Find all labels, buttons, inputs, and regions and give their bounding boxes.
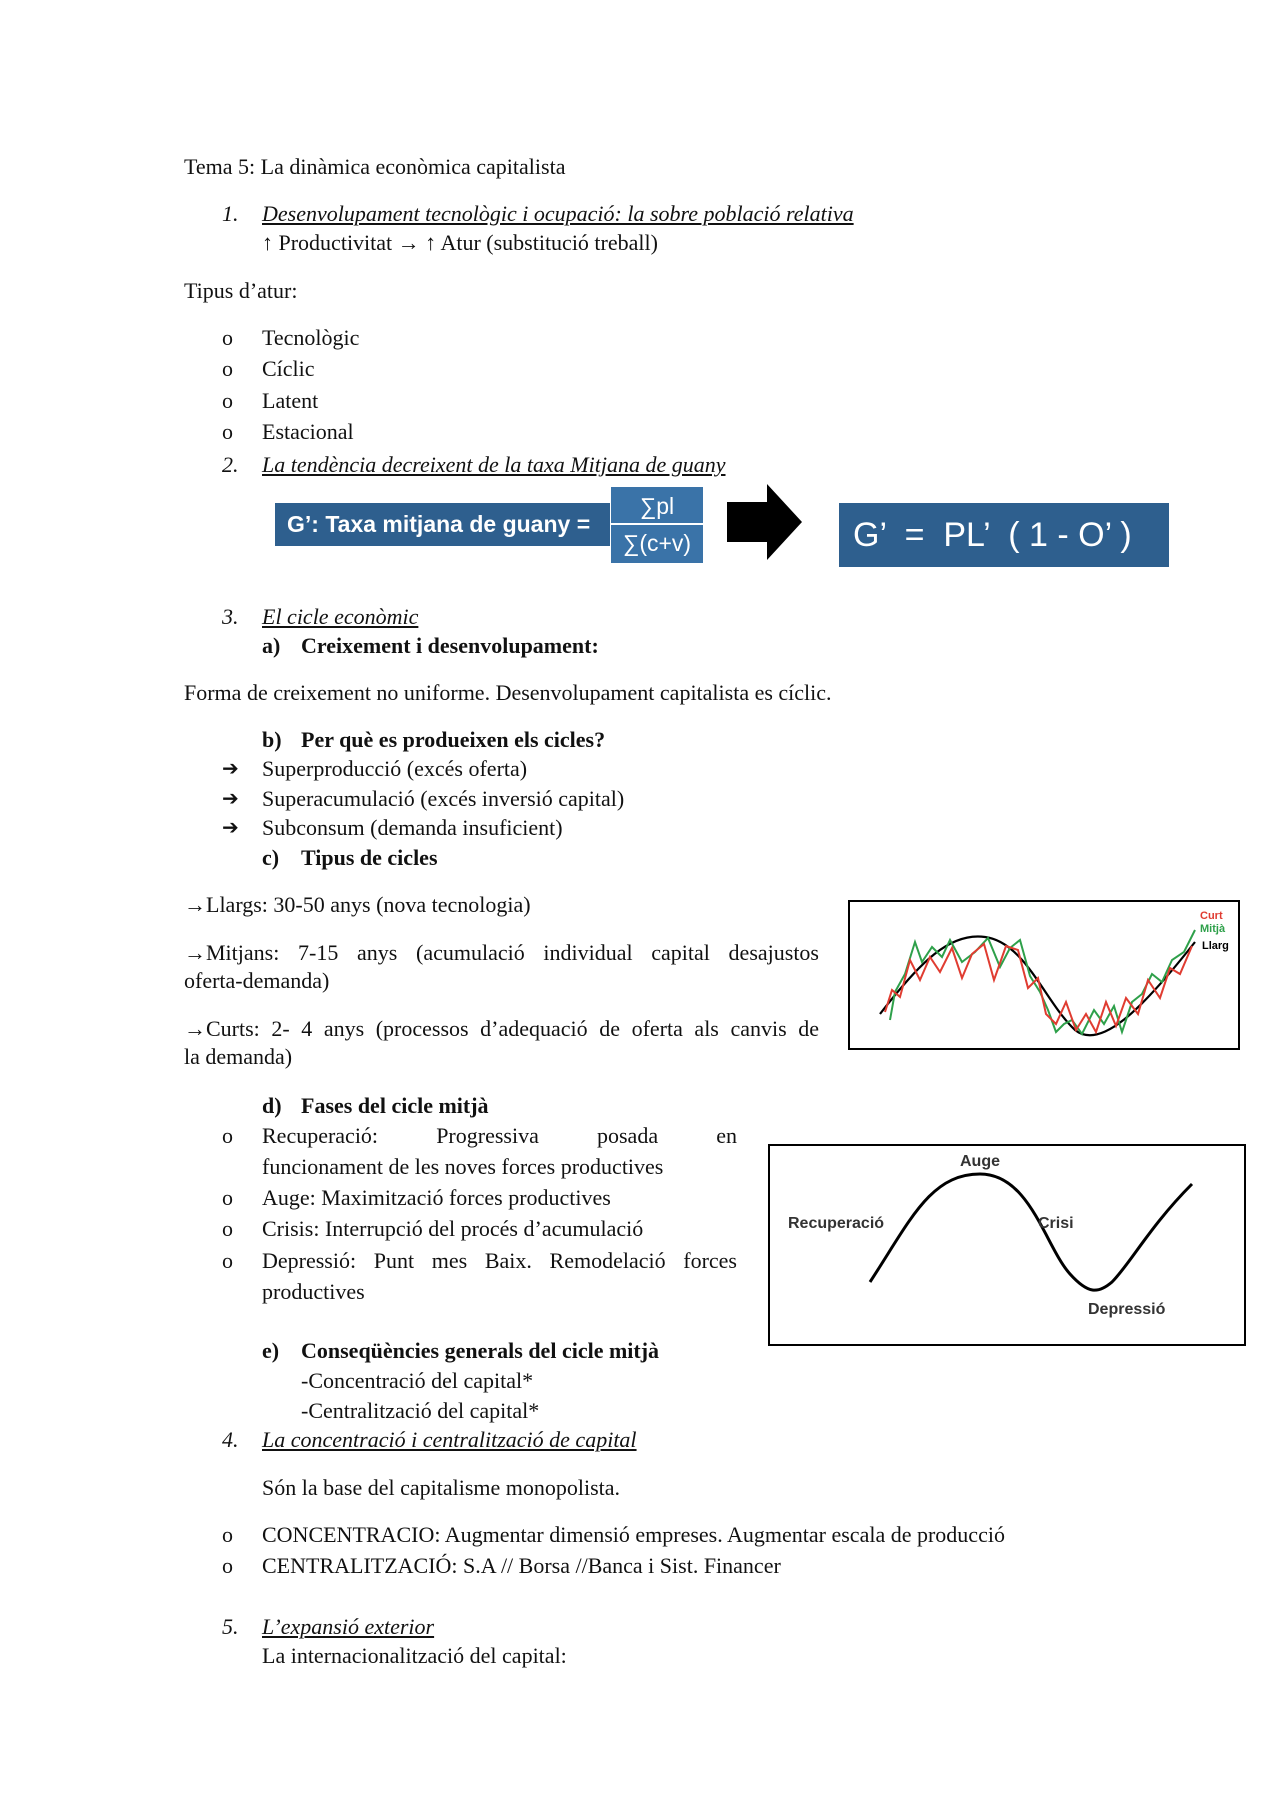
formula-result-text: G’ = PL’ ( 1 - O’ ) [853, 516, 1132, 554]
section-heading: La tendència decreixent de la taxa Mitjana de guany [262, 452, 726, 477]
phase-curve [870, 1174, 1192, 1290]
sub-label: c) [262, 845, 280, 870]
body-line: →Curts: 2- 4 anys (processos d’adequació de oferta als canvis de [184, 1016, 819, 1041]
section-number: 5. [222, 1614, 239, 1639]
sub-heading: Conseqüències generals del cicle mitjà [301, 1338, 660, 1363]
body-line: oferta-demanda) [184, 968, 330, 993]
list-item: Superproducció (excés oferta) [262, 756, 528, 781]
arrow-bullet-icon: ➔ [222, 788, 239, 810]
bullet: o [222, 1185, 233, 1210]
list-item: Tecnològic [262, 325, 360, 350]
bullet: o [222, 325, 233, 350]
sub-heading: Per què es produeixen els cicles? [301, 727, 606, 752]
list-item: Estacional [262, 419, 354, 444]
section-heading: Desenvolupament tecnològic i ocupació: la sobre població relativa [262, 201, 854, 226]
bullet: o [222, 419, 233, 444]
legend-curt: Curt [1200, 910, 1223, 922]
list-item: CENTRALITZACIÓ: S.A // Borsa //Banca i Sist. Financer [262, 1553, 781, 1578]
bullet: o [222, 388, 233, 413]
arrow-bullet-icon: ➔ [222, 758, 239, 780]
sub-heading: Tipus de cicles [301, 845, 438, 870]
bullet: o [222, 356, 233, 381]
section-heading: El cicle econòmic [262, 604, 419, 629]
page-title: Tema 5: La dinàmica econòmica capitalista [184, 154, 566, 179]
label-depressio: Depressió [1088, 1301, 1166, 1318]
list-item: Crisis: Interrupció del procés d’acumulació [262, 1216, 644, 1241]
phases-figure [768, 1144, 1246, 1346]
list-item: CONCENTRACIO: Augmentar dimensió empreses. Augmentar escala de producció [262, 1522, 1005, 1547]
list-item: Latent [262, 388, 319, 413]
list-item: Recuperació: Progressiva posada en [262, 1123, 737, 1148]
sub-label: d) [262, 1093, 282, 1118]
body-line: →Llargs: 30-50 anys (nova tecnologia) [184, 892, 531, 917]
sub-heading: Creixement i desenvolupament: [301, 633, 599, 658]
list-item: Cíclic [262, 356, 315, 381]
label-crisi: Crisi [1038, 1215, 1074, 1232]
sub-label: a) [262, 633, 281, 658]
formula-box [275, 503, 610, 546]
list-item: -Centralització del capital* [301, 1398, 540, 1423]
body-line: ↑ Productivitat → ↑ Atur (substitució treball) [262, 230, 658, 255]
formula-result [839, 503, 1169, 567]
bullet: o [222, 1522, 233, 1547]
section-heading: L’expansió exterior [262, 1614, 435, 1639]
bullet: o [222, 1553, 233, 1578]
body-line: →Mitjans: 7-15 anys (acumulació individual capital desajustos [184, 940, 819, 965]
legend-llarg: Llarg [1202, 940, 1229, 952]
sub-label: e) [262, 1338, 280, 1363]
list-item: productives [262, 1279, 365, 1304]
long-cycle-line [880, 936, 1195, 1035]
body-line: Són la base del capitalisme monopolista. [262, 1475, 621, 1500]
cycles-svg [850, 902, 1238, 1048]
sub-heading: Fases del cicle mitjà [301, 1093, 489, 1118]
label-auge: Auge [960, 1153, 1000, 1170]
label-recuperacio: Recuperació [788, 1215, 885, 1232]
arrow-bullet-icon: ➔ [222, 817, 239, 839]
list-item: Depressió: Punt mes Baix. Remodelació forces [262, 1248, 737, 1273]
section-number: 1. [222, 201, 239, 226]
list-item: -Concentració del capital* [301, 1368, 534, 1393]
body-line: La internacionalització del capital: [262, 1643, 567, 1668]
list-item: Superacumulació (excés inversió capital) [262, 786, 625, 811]
list-item: Subconsum (demanda insuficient) [262, 815, 563, 840]
denominator: ∑(c+v) [622, 530, 692, 556]
section-heading: La concentració i centralització de capital [262, 1427, 637, 1452]
section-number: 3. [222, 604, 239, 629]
phases-svg [770, 1146, 1244, 1344]
bullet: o [222, 1248, 233, 1273]
sub-label: b) [262, 727, 282, 752]
numerator: ∑pl [611, 487, 703, 525]
list-item: funcionament de les noves forces productives [262, 1154, 664, 1179]
body-line: Tipus d’atur: [184, 278, 298, 303]
legend-mitja: Mitjà [1200, 923, 1226, 935]
section-number: 4. [222, 1427, 239, 1452]
bullet: o [222, 1216, 233, 1241]
right-arrow-icon [727, 484, 802, 560]
body-line: la demanda) [184, 1044, 293, 1069]
section-number: 2. [222, 452, 239, 477]
cycles-figure [848, 900, 1240, 1050]
formula-fraction [611, 487, 703, 563]
list-item: Auge: Maximització forces productives [262, 1185, 611, 1210]
bullet: o [222, 1123, 233, 1148]
body-line: Forma de creixement no uniforme. Desenvolupament capitalista es cíclic. [184, 680, 832, 705]
formula-label: G’: Taxa mitjana de guany = [287, 511, 591, 537]
